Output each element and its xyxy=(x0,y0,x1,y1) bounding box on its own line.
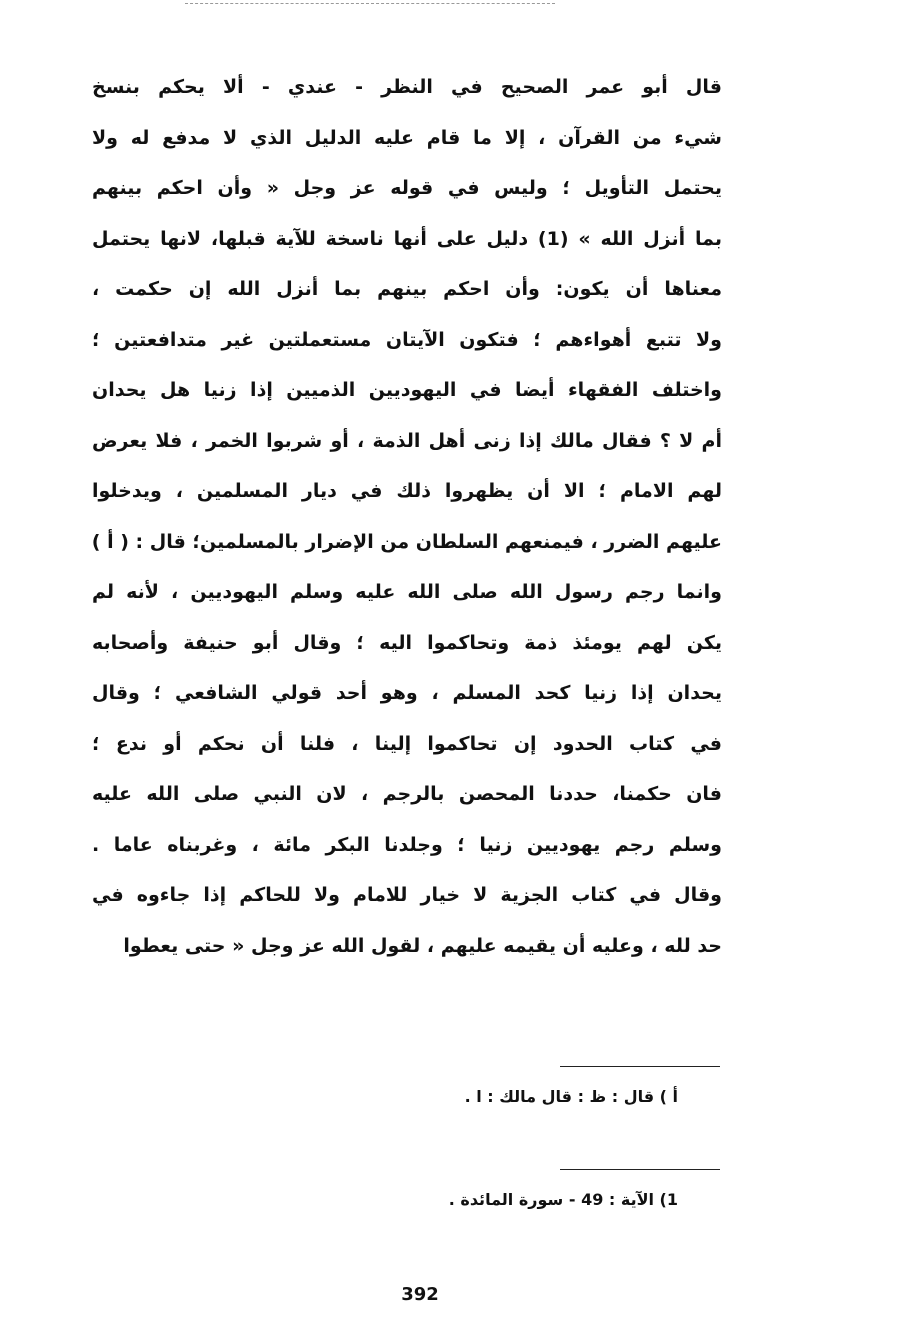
top-dashed-rule xyxy=(185,3,555,4)
text-line: وقال في كتاب الجزية لا خيار للامام ولا للحاكم إذا جاءوه في xyxy=(92,884,722,906)
variant-footnote: أ ) قال : ظ : قال مالك : ا . xyxy=(464,1087,678,1106)
text-line: أم لا ؟ فقال مالك إذا زنى أهل الذمة ، أو شربوا الخمر ، فلا يعرض xyxy=(92,429,722,452)
text-line: شيء من القرآن ، إلا ما قام عليه الدليل الذي لا مدفع له ولا xyxy=(92,126,722,149)
reference-footnote: 1) الآية : 49 - سورة المائدة . xyxy=(448,1190,678,1209)
text-line: فان حكمنا، حددنا المحصن بالرجم ، لان النبي صلى الله عليه xyxy=(92,783,722,805)
text-line: واختلف الفقهاء أيضا في اليهوديين الذميين إذا زنيا هل يحدان xyxy=(92,379,722,401)
text-line: عليهم الضرر ، فيمنعهم السلطان من الإضرار بالمسلمين؛ قال : ( أ ) xyxy=(92,530,722,553)
text-line: حد لله ، وعليه أن يقيمه عليهم ، لقول الله عز وجل « حتى يعطوا xyxy=(123,934,722,957)
text-line: لهم الامام ؛ الا أن يظهروا ذلك في ديار المسلمين ، ويدخلوا xyxy=(92,480,722,502)
page-number: 392 xyxy=(401,1284,439,1305)
footnote-divider xyxy=(560,1066,720,1067)
text-line: ولا تتبع أهواءهم ؛ فتكون الآيتان مستعملتين غير متدافعتين ؛ xyxy=(92,328,722,351)
text-line: قال أبو عمر الصحيح في النظر - عندي - ألا يحكم بنسخ xyxy=(92,76,722,98)
text-line: بما أنزل الله » (1) دليل على أنها ناسخة للآية قبلها، لانها يحتمل xyxy=(92,227,722,250)
footnote-divider xyxy=(560,1169,720,1170)
text-line: في كتاب الحدود إن تحاكموا إلينا ، فلنا أن نحكم أو ندع ؛ xyxy=(92,732,722,755)
text-line: يحدان إذا زنيا كحد المسلم ، وهو أحد قولي الشافعي ؛ وقال xyxy=(92,682,722,704)
text-line: يحتمل التأويل ؛ وليس في قوله عز وجل « وأن احكم بينهم xyxy=(92,177,722,199)
text-line: يكن لهم يومئذ ذمة وتحاكموا اليه ؛ وقال أبو حنيفة وأصحابه xyxy=(92,631,722,654)
text-line: معناها أن يكون: وأن احكم بينهم بما أنزل الله إن حكمت ، xyxy=(92,278,722,300)
text-line: وانما رجم رسول الله صلى الله عليه وسلم اليهوديين ، لأنه لم xyxy=(92,581,722,603)
main-text-block xyxy=(92,62,722,971)
text-line: وسلم رجم يهوديين زنيا ؛ وجلدنا البكر مائة ، وغربناه عاما . xyxy=(92,833,722,856)
